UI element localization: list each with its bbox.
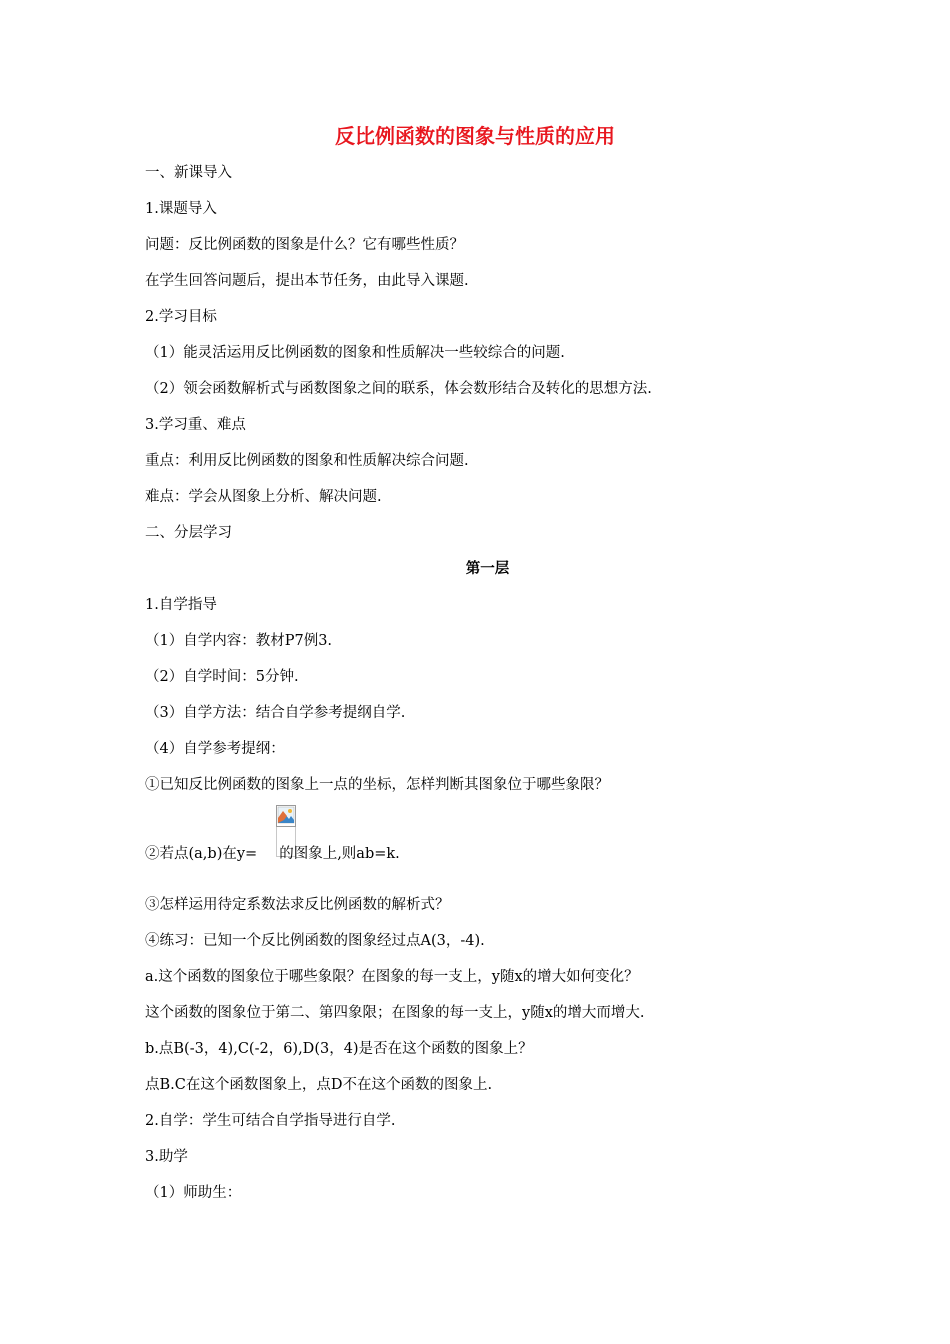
paragraph-self-study: 2.自学：学生可结合自学指导进行自学.	[145, 1113, 396, 1129]
guide-item-time: （2）自学时间：5分钟.	[145, 669, 299, 685]
subheading-assist: 3.助学	[145, 1149, 188, 1165]
subheading-key-points: 3.学习重、难点	[145, 417, 246, 433]
exercise-answer-a: 这个函数的图象位于第二、第四象限；在图象的每一支上，y随x的增大而增大.	[145, 1005, 645, 1021]
formula-text-after: 的图象上,则ab=k.	[279, 846, 400, 862]
guide-item-outline: （4）自学参考提纲：	[145, 741, 285, 757]
outline-question-1: ①已知反比例函数的图象上一点的坐标，怎样判断其图象位于哪些象限？	[145, 777, 609, 793]
paragraph-difficult-point: 难点：学会从图象上分析、解决问题.	[145, 489, 382, 505]
subheading-goals: 2.学习目标	[145, 309, 217, 325]
section-heading-intro: 一、新课导入	[145, 165, 232, 181]
assist-item-teacher: （1）师助生：	[145, 1185, 242, 1201]
goal-item-2: （2）领会函数解析式与函数图象之间的联系，体会数形结合及转化的思想方法.	[145, 381, 652, 397]
formula-text-before: ②若点(a,b)在y=	[145, 846, 258, 862]
paragraph-question: 问题：反比例函数的图象是什么？它有哪些性质？	[145, 237, 464, 253]
guide-item-method: （3）自学方法：结合自学参考提纲自学.	[145, 705, 406, 721]
layer-title: 第一层	[465, 561, 510, 577]
outline-question-3: ③怎样运用待定系数法求反比例函数的解析式？	[145, 897, 450, 913]
paragraph-key-point: 重点：利用反比例函数的图象和性质解决综合问题.	[145, 453, 469, 469]
exercise-answer-b: 点B.C在这个函数图象上，点D不在这个函数的图象上.	[145, 1077, 493, 1093]
exercise-question-b: b.点B(-3，4),C(-2，6),D(3，4)是否在这个函数的图象上？	[145, 1041, 533, 1057]
guide-item-content: （1）自学内容：教材P7例3.	[145, 633, 333, 649]
exercise-question-a: a.这个函数的图象位于哪些象限？在图象的每一支上，y随x的增大如何变化？	[145, 969, 639, 985]
subheading-topic-intro: 1.课题导入	[145, 201, 217, 217]
document-title: 反比例函数的图象与性质的应用	[335, 124, 615, 148]
exercise-statement: ④练习：已知一个反比例函数的图象经过点A(3，-4).	[145, 933, 485, 949]
goal-item-1: （1）能灵活运用反比例函数的图象和性质解决一些较综合的问题.	[145, 345, 565, 361]
section-heading-layered: 二、分层学习	[145, 525, 232, 541]
broken-image-icon	[276, 805, 296, 827]
outline-question-2	[145, 844, 400, 864]
paragraph-task: 在学生回答问题后，提出本节任务，由此导入课题.	[145, 273, 469, 289]
subheading-self-study-guide: 1.自学指导	[145, 597, 217, 613]
